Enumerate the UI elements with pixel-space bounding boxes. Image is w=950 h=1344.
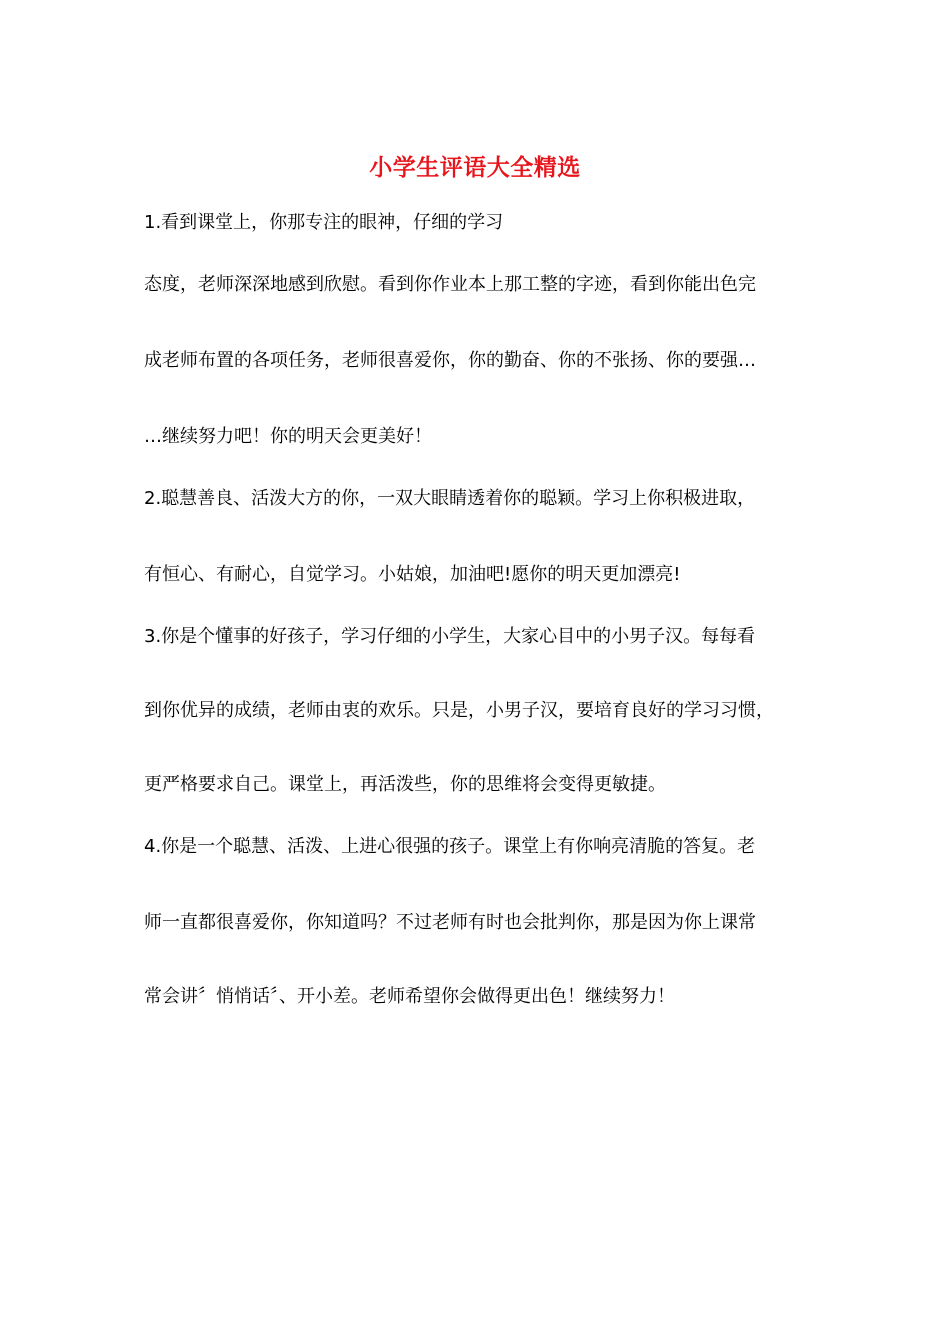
comment-4-line-3: 常会讲〞悄悄话〞、开小差。老师希望你会做得更出色！继续努力！ — [144, 986, 675, 1007]
comment-3-line-2: 到你优异的成绩，老师由衷的欢乐。只是，小男子汉，要培育良好的学习习惯， — [144, 700, 774, 721]
comment-3-line-1: 3.你是个懂事的好孩子，学习仔细的小学生，大家心目中的小男子汉。每每看 — [144, 626, 756, 647]
comment-4-line-2: 师一直都很喜爱你，你知道吗？不过老师有时也会批判你，那是因为你上课常 — [144, 912, 756, 933]
comment-1-line-1: 1.看到课堂上，你那专注的眼神，仔细的学习 — [144, 212, 504, 233]
comment-2-line-1: 2.聪慧善良、活泼大方的你，一双大眼睛透着你的聪颖。学习上你积极进取， — [144, 488, 756, 509]
comment-1-line-4: …继续努力吧！你的明天会更美好！ — [144, 426, 432, 447]
comment-1-line-3: 成老师布置的各项任务，老师很喜爱你，你的勤奋、你的不张扬、你的要强… — [144, 350, 756, 371]
document-title: 小学生评语大全精选 — [369, 155, 581, 181]
comment-2-line-2: 有恒心、有耐心，自觉学习。小姑娘，加油吧!愿你的明天更加漂亮! — [144, 564, 681, 585]
comment-1-line-2: 态度，老师深深地感到欣慰。看到你作业本上那工整的字迹，看到你能出色完 — [144, 274, 756, 295]
comment-3-line-3: 更严格要求自己。课堂上，再活泼些，你的思维将会变得更敏捷。 — [144, 774, 666, 795]
comment-4-line-1: 4.你是一个聪慧、活泼、上进心很强的孩子。课堂上有你响亮清脆的答复。老 — [144, 836, 756, 857]
